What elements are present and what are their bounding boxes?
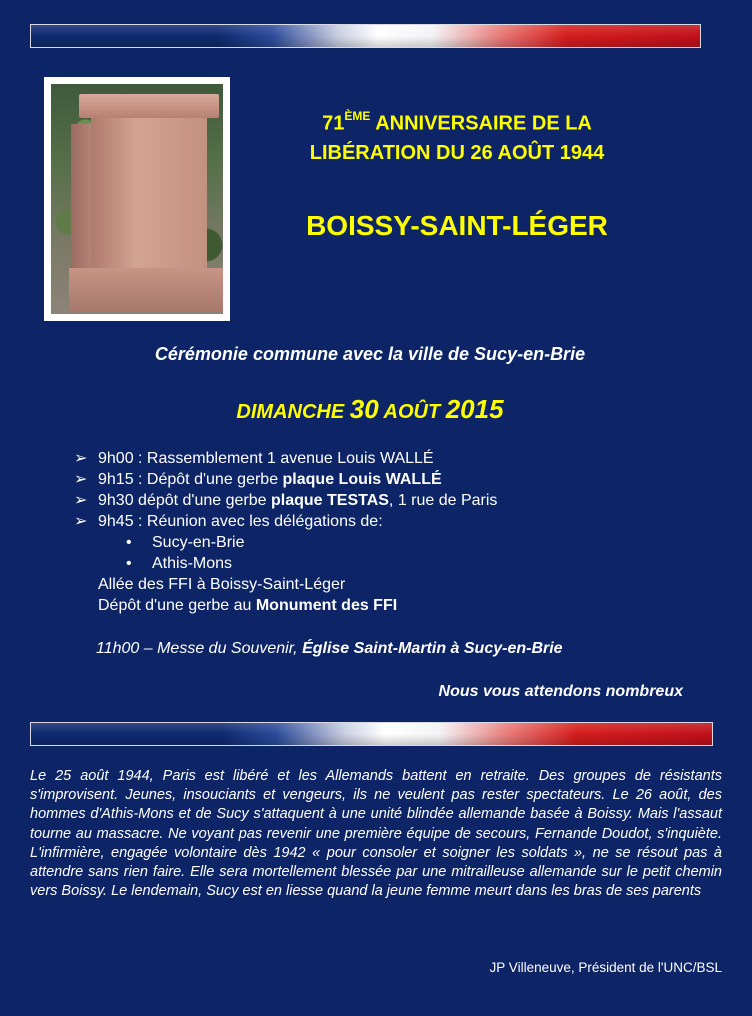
programme-item: ➢ 9h00 : Rassemblement 1 avenue Louis WALLÉ [74,450,434,467]
liberation-line: LIBÉRATION DU 26 AOÛT 1944 [309,141,605,164]
programme-item: ➢ 9h15 : Dépôt d'une gerbe plaque Louis WALLÉ [74,471,442,488]
dot-bullet-icon: • [126,555,132,572]
invitation-text: Nous vous attendons nombreux [438,683,683,700]
signature: JP Villeneuve, Président de l'UNC/BSL [489,960,722,975]
town-name: BOISSY-SAINT-LÉGER [306,209,608,241]
history-paragraph: Le 25 août 1944, Paris est libéré et les Allemands battent en retraite. Des groupes de résistants s'improvisent. Jeunes, insouciants et vengeurs, ils ne veulent pas rester spectateurs. Le 26 août, des hommes d'Athis-Mons et de Sucy s'attaquent à une unité blindée allemande basée à Boissy. Mais l'assaut tourne au massacre. Ne voyant pas revenir une première équipe de secours, Fernande Doudot, s'inquiète. L'infirmière, engagée volontaire dès 1942 « pour consoler et soigner les soldats », ne se résout pas à attendre sans rien faire. Elle sera mortellement blessée par une mitrailleuse allemande sur le petit chemin vers Boissy. Le lendemain, Sucy est en liesse quand la jeune femme meurt dans les bras de ses parents [30,768,722,900]
delegation-item: • Sucy-en-Brie [126,534,245,551]
allee-line: Allée des FFI à Boissy-Saint-Léger [98,576,346,593]
arrow-bullet-icon: ➢ [74,471,88,488]
programme-item: ➢ 9h30 dépôt d'une gerbe plaque TESTAS, 1 rue de Paris [74,492,498,509]
ceremony-subtitle: Cérémonie commune avec la ville de Sucy-en-Brie [154,344,586,364]
arrow-bullet-icon: ➢ [74,492,88,509]
monument-photo [44,77,230,321]
mass-line: 11h00 – Messe du Souvenir, Église Saint-Martin à Sucy-en-Brie [96,640,563,657]
title-block [250,104,664,242]
tricolor-band-top [30,24,701,48]
arrow-bullet-icon: ➢ [74,450,88,467]
event-date: DIMANCHE 30 AOÛT 2015 [236,394,504,424]
programme-list [74,448,634,616]
arrow-bullet-icon: ➢ [74,513,88,530]
programme-item: ➢ 9h45 : Réunion avec les délégations de: [74,513,383,530]
delegation-item: • Athis-Mons [126,555,233,572]
dot-bullet-icon: • [126,534,132,551]
anniversary-title: 71ÈME ANNIVERSAIRE DE LA LIBÉRATION DU 26 AOÛT 1944 [309,109,605,164]
tricolor-band-middle [30,722,713,746]
depot-line: Dépôt d'une gerbe au Monument des FFI [98,597,398,614]
